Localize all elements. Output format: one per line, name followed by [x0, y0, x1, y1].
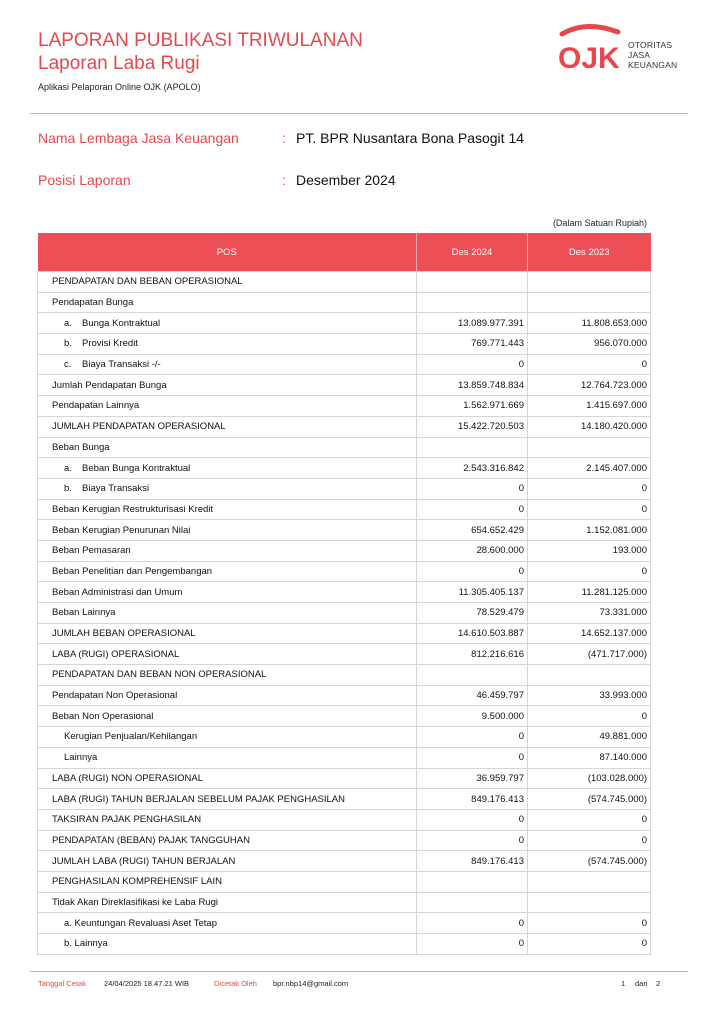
value-des-2023: (574.745.000) [528, 789, 651, 810]
row-label-text: LABA (RUGI) NON OPERASIONAL [52, 772, 203, 784]
value-des-2024: 0 [417, 913, 528, 934]
row-label-text: Kerugian Penjualan/Kehilangan [64, 731, 198, 743]
row-label-text: JUMLAH BEBAN OPERASIONAL [52, 628, 196, 640]
value-des-2023 [528, 437, 651, 458]
row-label-text: TAKSIRAN PAJAK PENGHASILAN [52, 814, 202, 826]
value-des-2024: 13.859.748.834 [417, 375, 528, 396]
value-des-2024: 36.959.797 [417, 768, 528, 789]
report-subtitle: Laporan Laba Rugi [38, 53, 200, 74]
row-label-text: Jumlah Pendapatan Bunga [52, 379, 167, 391]
report-title: LAPORAN PUBLIKASI TRIWULANAN [38, 30, 363, 51]
ojk-logo [556, 22, 696, 74]
table-row [38, 354, 651, 375]
value-des-2023: 0 [528, 809, 651, 830]
value-des-2023: 49.881.000 [528, 727, 651, 748]
value-des-2023: 1.152.081.000 [528, 520, 651, 541]
institution-colon: : [282, 130, 286, 146]
table-row [38, 623, 651, 644]
value-des-2024 [417, 272, 528, 293]
page-current: 1 [621, 979, 626, 988]
value-des-2023 [528, 892, 651, 913]
value-des-2023: 0 [528, 934, 651, 955]
row-label [38, 644, 417, 665]
row-label [38, 292, 417, 313]
value-des-2024: 0 [417, 478, 528, 499]
value-des-2024: 654.652.429 [417, 520, 528, 541]
row-label-text: Beban Non Operasional [52, 710, 154, 722]
table-row [38, 437, 651, 458]
value-des-2024: 46.459.797 [417, 685, 528, 706]
table-row [38, 582, 651, 603]
value-des-2023: 12.764.723.000 [528, 375, 651, 396]
table-row [38, 334, 651, 355]
value-des-2024 [417, 292, 528, 313]
table-row [38, 396, 651, 417]
value-des-2023: 87.140.000 [528, 747, 651, 768]
row-label-text: Beban Kerugian Restrukturisasi Kredit [52, 503, 214, 515]
value-des-2023: 0 [528, 913, 651, 934]
row-label-text: PENGHASILAN KOMPREHENSIF LAIN [52, 876, 222, 888]
print-date-value: 24/04/2025 18.47.21 WIB [104, 979, 190, 988]
value-des-2024: 1.562.971.669 [417, 396, 528, 417]
table-row [38, 913, 651, 934]
value-des-2023: 0 [528, 706, 651, 727]
row-label [38, 354, 417, 375]
logo-wordmark [628, 40, 677, 70]
header-divider [30, 113, 688, 114]
value-des-2024: 812.216.616 [417, 644, 528, 665]
logo-line-2: JASA [628, 50, 651, 60]
page-total: 2 [656, 979, 661, 988]
printed-by-label: Dicetak Oleh [214, 979, 257, 988]
value-des-2023: 33.993.000 [528, 685, 651, 706]
row-label [38, 706, 417, 727]
row-label [38, 499, 417, 520]
row-label-text: b. Lainnya [64, 938, 108, 950]
table-row [38, 499, 651, 520]
value-des-2024: 0 [417, 561, 528, 582]
table-header-row [38, 233, 651, 272]
row-label [38, 665, 417, 686]
row-label-text: Biaya Transaksi [82, 483, 150, 495]
row-label-text: Biaya Transaksi -/- [82, 359, 161, 371]
row-label-text: JUMLAH PENDAPATAN OPERASIONAL [52, 421, 226, 433]
printed-by-value: bpr.nbp14@gmail.com [273, 979, 349, 988]
table-row [38, 375, 651, 396]
table-row [38, 851, 651, 872]
value-des-2023: (103.028.000) [528, 768, 651, 789]
logo-mark: OJK [558, 42, 620, 74]
row-label [38, 747, 417, 768]
logo-line-3: KEUANGAN [628, 60, 678, 70]
row-label [38, 685, 417, 706]
value-des-2023 [528, 292, 651, 313]
value-des-2024: 9.500.000 [417, 706, 528, 727]
row-label [38, 582, 417, 603]
row-marker: a. [64, 462, 72, 474]
table-row [38, 416, 651, 437]
institution-label: Nama Lembaga Jasa Keuangan [38, 130, 239, 146]
value-des-2023: 956.070.000 [528, 334, 651, 355]
row-label-text: Pendapatan Lainnya [52, 400, 140, 412]
row-label [38, 396, 417, 417]
table-row [38, 727, 651, 748]
row-label [38, 561, 417, 582]
value-des-2023: (574.745.000) [528, 851, 651, 872]
table-row [38, 272, 651, 293]
row-label-text: Provisi Kredit [82, 338, 138, 350]
table-row [38, 809, 651, 830]
row-label-text: Beban Penelitian dan Pengembangan [52, 565, 213, 577]
value-des-2024: 849.176.413 [417, 789, 528, 810]
value-des-2024: 28.600.000 [417, 540, 528, 561]
row-marker: b. [64, 338, 72, 350]
value-des-2024: 0 [417, 934, 528, 955]
row-label-text: Beban Bunga [52, 441, 110, 453]
value-des-2024 [417, 437, 528, 458]
income-statement-table [37, 233, 651, 955]
print-date-label: Tanggal Cetak [38, 979, 86, 988]
table-row [38, 458, 651, 479]
value-des-2023 [528, 272, 651, 293]
table-row [38, 685, 651, 706]
value-des-2024: 0 [417, 354, 528, 375]
value-des-2024 [417, 871, 528, 892]
value-des-2024: 0 [417, 727, 528, 748]
row-label-text: LABA (RUGI) OPERASIONAL [52, 648, 180, 660]
table-row [38, 768, 651, 789]
value-des-2024 [417, 892, 528, 913]
row-label-text: Pendapatan Non Operasional [52, 690, 178, 702]
page-of: dari [635, 979, 648, 988]
value-des-2023: 73.331.000 [528, 603, 651, 624]
row-label [38, 520, 417, 541]
table-row [38, 892, 651, 913]
row-label [38, 851, 417, 872]
col-header-des-2024: Des 2024 [417, 233, 528, 272]
value-des-2024: 0 [417, 830, 528, 851]
row-label [38, 934, 417, 955]
table-row [38, 789, 651, 810]
row-label [38, 913, 417, 934]
table-row [38, 313, 651, 334]
value-des-2024: 0 [417, 809, 528, 830]
row-label [38, 809, 417, 830]
row-label-text: a. Keuntungan Revaluasi Aset Tetap [64, 917, 217, 929]
position-colon: : [282, 172, 286, 188]
row-label [38, 272, 417, 293]
value-des-2023: 1.415.697.000 [528, 396, 651, 417]
institution-value: PT. BPR Nusantara Bona Pasogit 14 [296, 130, 525, 146]
value-des-2024: 11.305.405.137 [417, 582, 528, 603]
table-row [38, 644, 651, 665]
value-des-2024: 769.771.443 [417, 334, 528, 355]
value-des-2023: 11.281.125.000 [528, 582, 651, 603]
value-des-2023: 0 [528, 830, 651, 851]
row-label [38, 727, 417, 748]
row-marker: c. [64, 359, 72, 371]
table-row [38, 934, 651, 955]
row-label [38, 437, 417, 458]
row-label [38, 540, 417, 561]
row-label [38, 334, 417, 355]
row-label [38, 313, 417, 334]
row-label [38, 375, 417, 396]
value-des-2024: 15.422.720.503 [417, 416, 528, 437]
row-label-text: Tidak Akan Direklasifikasi ke Laba Rugi [52, 896, 218, 908]
row-label-text: PENDAPATAN DAN BEBAN OPERASIONAL [52, 276, 243, 288]
value-des-2024 [417, 665, 528, 686]
row-marker: b. [64, 483, 72, 495]
row-label [38, 478, 417, 499]
value-des-2023: 0 [528, 499, 651, 520]
value-des-2023 [528, 665, 651, 686]
row-label-text: Beban Kerugian Penurunan Nilai [52, 524, 191, 536]
row-label-text: Bunga Kontraktual [82, 317, 161, 329]
value-des-2023: 14.652.137.000 [528, 623, 651, 644]
row-label [38, 768, 417, 789]
table-row [38, 520, 651, 541]
table-row [38, 830, 651, 851]
table-row [38, 665, 651, 686]
value-des-2023: 0 [528, 354, 651, 375]
row-label [38, 603, 417, 624]
table-row [38, 706, 651, 727]
value-des-2023: 0 [528, 561, 651, 582]
value-des-2023: 14.180.420.000 [528, 416, 651, 437]
ojk-logo-icon [556, 22, 626, 74]
value-des-2024: 78.529.479 [417, 603, 528, 624]
row-label-text: Beban Administrasi dan Umum [52, 586, 183, 598]
app-name: Aplikasi Pelaporan Online OJK (APOLO) [38, 82, 201, 92]
row-label-text: LABA (RUGI) TAHUN BERJALAN SEBELUM PAJAK PENGHASILAN [52, 793, 345, 805]
row-label-text: Beban Bunga Kontraktual [82, 462, 191, 474]
row-label [38, 458, 417, 479]
table-row [38, 540, 651, 561]
row-marker: a. [64, 317, 72, 329]
position-value: Desember 2024 [296, 172, 396, 188]
unit-note: (Dalam Satuan Rupiah) [552, 218, 647, 228]
row-label [38, 789, 417, 810]
row-label-text: PENDAPATAN (BEBAN) PAJAK TANGGUHAN [52, 834, 250, 846]
value-des-2024: 14.610.503.887 [417, 623, 528, 644]
row-label-text: Pendapatan Bunga [52, 297, 134, 309]
value-des-2023: 0 [528, 478, 651, 499]
value-des-2023: 11.808.653.000 [528, 313, 651, 334]
position-label: Posisi Laporan [38, 172, 131, 188]
value-des-2024: 0 [417, 499, 528, 520]
row-label-text: Beban Lainnya [52, 607, 116, 619]
col-header-pos: POS [38, 233, 417, 272]
row-label [38, 623, 417, 644]
table-row [38, 561, 651, 582]
value-des-2023: (471.717.000) [528, 644, 651, 665]
table-row [38, 292, 651, 313]
table-row [38, 871, 651, 892]
value-des-2024: 13.089.977.391 [417, 313, 528, 334]
row-label-text: JUMLAH LABA (RUGI) TAHUN BERJALAN [52, 855, 236, 867]
value-des-2023: 2.145.407.000 [528, 458, 651, 479]
row-label [38, 871, 417, 892]
value-des-2024: 849.176.413 [417, 851, 528, 872]
col-header-des-2023: Des 2023 [528, 233, 651, 272]
table-row [38, 747, 651, 768]
value-des-2023 [528, 871, 651, 892]
logo-line-1: OTORITAS [628, 40, 673, 50]
row-label-text: Beban Pemasaran [52, 545, 131, 557]
table-row [38, 603, 651, 624]
row-label [38, 416, 417, 437]
value-des-2023: 193.000 [528, 540, 651, 561]
row-label [38, 830, 417, 851]
table-row [38, 478, 651, 499]
footer-divider [30, 971, 688, 972]
value-des-2024: 2.543.316.842 [417, 458, 528, 479]
row-label-text: Lainnya [64, 752, 98, 764]
row-label [38, 892, 417, 913]
row-label-text: PENDAPATAN DAN BEBAN NON OPERASIONAL [52, 669, 267, 681]
value-des-2024: 0 [417, 747, 528, 768]
